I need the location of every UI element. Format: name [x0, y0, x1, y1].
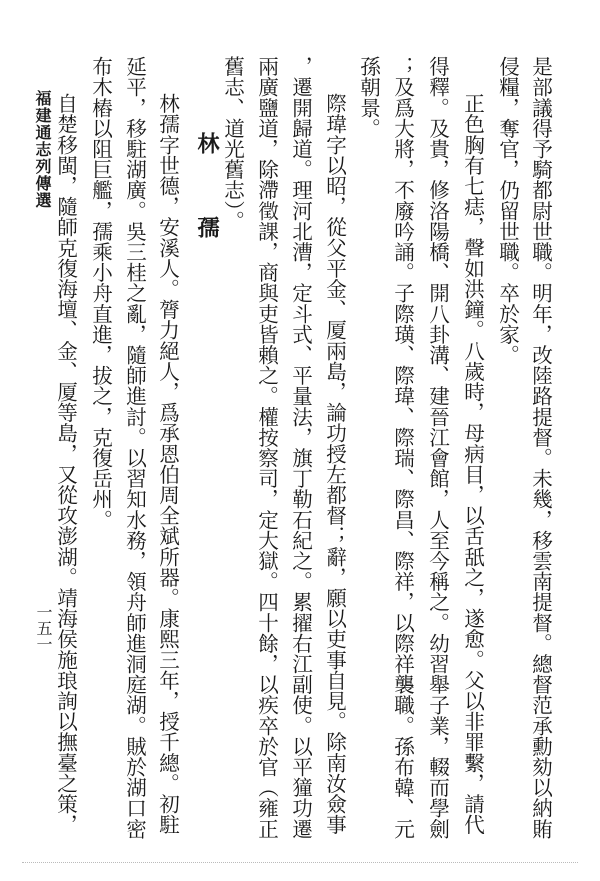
- text-column-10: 舊志、道光舊志）。: [220, 56, 245, 232]
- running-header: 福建通志列傳選: [33, 90, 52, 209]
- text-column-11: 林孺字世德，安溪人。膂力絕人，爲承恩伯周全斌所器。康熙三年，授千總。初駐: [155, 93, 180, 835]
- text-column-1: 是部議得予騎都尉世職。明年，改陸路提督。未幾，移雲南提督。總督范承勳劾以納賄: [528, 56, 553, 839]
- text-column-6: 孫朝景。: [356, 56, 381, 139]
- text-column-13: 布木樁以阻巨艦，孺乘小舟直進，拔之，克復岳州。: [88, 56, 113, 530]
- text-column-8: ，遷開歸道。理河北漕，定斗式、平量法，旗丁勒石紀之。累擢右江副使。以平獞功遷: [288, 56, 313, 839]
- bottom-margin-line: [22, 862, 578, 863]
- text-column-9: 兩廣鹽道，除滯徵課，商與吏皆賴之。權按察司，定大獄。四十餘，以疾卒於官（雍正: [254, 56, 279, 839]
- text-column-2: 侵糧，奪官，仍留世職。卒於家。: [495, 56, 520, 365]
- text-column-7: 際瑋字以昭，從父平金、厦兩島，論功授左都督；辭，願以吏事自見。除南汝僉事: [322, 93, 347, 835]
- text-column-5: ；及爲大將，不廢吟誦。子際璜、際瑋、際瑞、際昌、際祥，以際祥襲職。孫布韓、元: [390, 56, 415, 839]
- page-number: 一五一: [34, 604, 53, 652]
- text-column-3: 正色胸有七痣，聲如洪鐘。八歲時，母病目，以舌舐之，遂愈。父以非罪繫，請代: [460, 93, 485, 835]
- section-heading: 林 孺: [194, 132, 220, 256]
- text-column-12: 延平，移駐湖廣。吳三桂之亂，隨師進討。以習知水務，領舟師進洞庭湖。賊於湖口密: [122, 56, 147, 839]
- text-column-14: 自楚移閩，隨師克復海壇、金、厦等島，又從攻澎湖。靖海侯施琅詢以撫臺之策，: [53, 93, 78, 835]
- text-column-4: 得釋。及貴，修洛陽橋、開八卦溝、建晉江會館，人至今稱之。幼習舉子業，輟而學劍: [425, 56, 450, 839]
